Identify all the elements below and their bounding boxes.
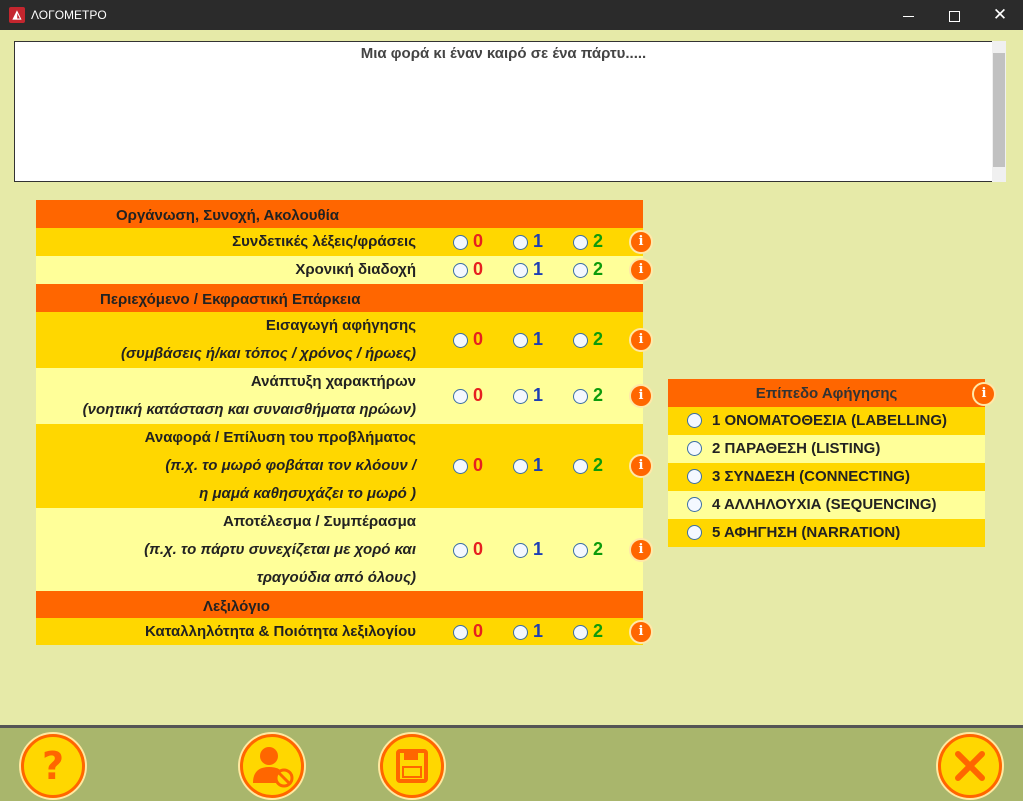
info-icon[interactable]: i bbox=[629, 620, 653, 644]
score-option-1[interactable] bbox=[513, 232, 553, 252]
score-option-2[interactable] bbox=[573, 386, 613, 406]
section-header bbox=[36, 200, 643, 228]
score-radio[interactable] bbox=[453, 235, 468, 250]
score-option-0[interactable] bbox=[453, 386, 493, 406]
score-option-2[interactable] bbox=[573, 330, 613, 350]
score-option-0[interactable] bbox=[453, 540, 493, 560]
criterion-description: (π.χ. το μωρό φοβάται τον κλόουν / bbox=[165, 457, 416, 474]
section-header bbox=[36, 591, 643, 618]
score-option-2[interactable] bbox=[573, 622, 613, 642]
score-option-1[interactable] bbox=[513, 386, 553, 406]
narrative-level-radio[interactable] bbox=[687, 441, 702, 456]
narrative-level-option[interactable] bbox=[668, 463, 985, 491]
criterion-label bbox=[145, 424, 416, 508]
score-radio[interactable] bbox=[453, 263, 468, 278]
criterion-title: Καταλληλότητα & Ποιότητα λεξιλογίου bbox=[145, 623, 416, 640]
save-icon bbox=[383, 737, 441, 795]
score-value: 2 bbox=[593, 329, 604, 349]
narrative-level-header bbox=[668, 379, 985, 407]
scrollbar-thumb[interactable] bbox=[993, 53, 1005, 167]
user-delete-button[interactable] bbox=[240, 734, 304, 798]
minimize-button[interactable] bbox=[885, 0, 931, 30]
section-header-label: Περιεχόμενο / Εκφραστική Επάρκεια bbox=[100, 291, 361, 308]
criterion-title: Χρονική διαδοχή bbox=[295, 261, 416, 278]
story-scrollbar[interactable] bbox=[992, 41, 1006, 182]
info-icon[interactable]: i bbox=[629, 454, 653, 478]
narrative-level-option[interactable] bbox=[668, 435, 985, 463]
narrative-level-label: 5 ΑΦΗΓΗΣΗ (NARRATION) bbox=[712, 524, 901, 541]
section-header-label: Οργάνωση, Συνοχή, Ακολουθία bbox=[116, 207, 339, 224]
criterion-description: τραγούδια από όλους) bbox=[256, 569, 416, 586]
score-value: 2 bbox=[593, 259, 604, 279]
score-option-1[interactable] bbox=[513, 540, 553, 560]
score-option-2[interactable] bbox=[573, 456, 613, 476]
criterion-description: (συμβάσεις ή/και τόπος / χρόνος / ήρωες) bbox=[121, 345, 416, 362]
score-radio[interactable] bbox=[573, 459, 588, 474]
title-bar bbox=[0, 0, 1023, 30]
criterion-label bbox=[232, 228, 416, 256]
criterion-label bbox=[145, 618, 416, 646]
score-value: 0 bbox=[473, 455, 484, 475]
criterion-title: Συνδετικές λέξεις/φράσεις bbox=[232, 233, 416, 250]
score-option-0[interactable] bbox=[453, 456, 493, 476]
narrative-level-radio[interactable] bbox=[687, 469, 702, 484]
criterion-description: η μαμά καθησυχάζει το μωρό ) bbox=[199, 485, 416, 502]
score-radio[interactable] bbox=[453, 543, 468, 558]
score-value: 0 bbox=[473, 231, 484, 251]
score-radio[interactable] bbox=[573, 333, 588, 348]
criterion-label bbox=[83, 368, 416, 424]
svg-text:?: ? bbox=[41, 744, 65, 788]
score-value: 0 bbox=[473, 385, 484, 405]
story-text: Μια φορά κι έναν καιρό σε ένα πάρτυ..... bbox=[360, 45, 647, 62]
score-value: 0 bbox=[473, 620, 484, 641]
info-icon[interactable]: i bbox=[972, 382, 996, 406]
narrative-level-option[interactable] bbox=[668, 519, 985, 547]
narrative-level-option[interactable] bbox=[668, 491, 985, 519]
score-radio[interactable] bbox=[513, 389, 528, 404]
criterion-description: (νοητική κατάσταση και συναισθήματα ηρώων) bbox=[82, 401, 416, 418]
score-radio[interactable] bbox=[573, 543, 588, 558]
narrative-level-option[interactable] bbox=[668, 407, 985, 435]
score-radio[interactable] bbox=[453, 389, 468, 404]
section-header-label: Λεξιλόγιο bbox=[203, 598, 270, 615]
narrative-level-radio[interactable] bbox=[687, 413, 702, 428]
narrative-level-label: 2 ΠΑΡΑΘΕΣΗ (LISTING) bbox=[712, 440, 881, 457]
criterion-description: (π.χ. το πάρτυ συνεχίζεται με χορό και bbox=[144, 541, 416, 558]
info-icon[interactable]: i bbox=[629, 230, 653, 254]
score-option-1[interactable] bbox=[513, 622, 553, 642]
score-value: 2 bbox=[593, 455, 604, 475]
narrative-level-radio[interactable] bbox=[687, 497, 702, 512]
info-icon[interactable]: i bbox=[629, 258, 653, 282]
score-radio[interactable] bbox=[513, 543, 528, 558]
info-icon[interactable]: i bbox=[629, 328, 653, 352]
score-radio[interactable] bbox=[573, 625, 588, 640]
score-radio[interactable] bbox=[453, 625, 468, 640]
score-value: 1 bbox=[533, 329, 544, 349]
score-radio[interactable] bbox=[513, 235, 528, 250]
help-icon bbox=[24, 737, 82, 795]
info-icon[interactable]: i bbox=[629, 538, 653, 562]
maximize-icon bbox=[949, 11, 960, 22]
score-value: 2 bbox=[593, 385, 604, 405]
user-delete-icon bbox=[243, 737, 301, 795]
close-icon bbox=[941, 737, 999, 795]
narrative-level-label: 4 ΑΛΛΗΛΟΥΧΙΑ (SEQUENCING) bbox=[712, 496, 937, 513]
score-value: 2 bbox=[593, 231, 604, 251]
score-radio[interactable] bbox=[513, 459, 528, 474]
narrative-level-label: 3 ΣΥΝΔΕΣΗ (CONNECTING) bbox=[712, 468, 910, 485]
score-value: 1 bbox=[533, 259, 544, 279]
criterion-label bbox=[144, 508, 416, 592]
criterion-title: Αναφορά / Επίλυση του προβλήματος bbox=[144, 429, 416, 446]
app-icon: ◭ bbox=[9, 7, 25, 23]
score-option-1[interactable] bbox=[513, 260, 553, 280]
score-value: 1 bbox=[533, 231, 544, 251]
maximize-button[interactable] bbox=[931, 0, 977, 30]
minimize-icon bbox=[903, 16, 914, 17]
help-button[interactable] bbox=[21, 734, 85, 798]
narrative-level-radio[interactable] bbox=[687, 525, 702, 540]
score-radio[interactable] bbox=[573, 235, 588, 250]
score-option-1[interactable] bbox=[513, 456, 553, 476]
score-value: 0 bbox=[473, 539, 484, 559]
section-header bbox=[36, 284, 643, 312]
score-radio[interactable] bbox=[513, 263, 528, 278]
criterion-label bbox=[295, 256, 416, 284]
score-option-0[interactable] bbox=[453, 330, 493, 350]
criterion-label bbox=[121, 312, 416, 368]
criterion-title: Ανάπτυξη χαρακτήρων bbox=[250, 373, 416, 390]
narrative-level-label: 1 ΟΝΟΜΑΤΟΘΕΣΙΑ (LABELLING) bbox=[712, 412, 947, 429]
score-value: 2 bbox=[593, 620, 604, 641]
score-radio[interactable] bbox=[513, 333, 528, 348]
narrative-level-title: Επίπεδο Αφήγησης bbox=[755, 385, 898, 402]
score-option-0[interactable] bbox=[453, 232, 493, 252]
close-icon: ✕ bbox=[992, 5, 1008, 24]
score-option-2[interactable] bbox=[573, 260, 613, 280]
score-value: 1 bbox=[533, 620, 544, 641]
score-option-0[interactable] bbox=[453, 260, 493, 280]
score-radio[interactable] bbox=[453, 459, 468, 474]
score-value: 1 bbox=[533, 539, 544, 559]
info-icon[interactable]: i bbox=[629, 384, 653, 408]
score-value: 1 bbox=[533, 455, 544, 475]
score-radio[interactable] bbox=[573, 263, 588, 278]
score-value: 0 bbox=[473, 329, 484, 349]
score-option-2[interactable] bbox=[573, 232, 613, 252]
window-close-button[interactable] bbox=[977, 0, 1023, 30]
score-option-2[interactable] bbox=[573, 540, 613, 560]
criterion-title: Εισαγωγή αφήγησης bbox=[265, 317, 416, 334]
footer-toolbar bbox=[0, 725, 1023, 801]
score-option-1[interactable] bbox=[513, 330, 553, 350]
window-title: ΛΟΓΟΜΕΤΡΟ bbox=[31, 8, 107, 22]
score-radio[interactable] bbox=[573, 389, 588, 404]
criterion-title: Αποτέλεσμα / Συμπέρασμα bbox=[222, 513, 416, 530]
score-option-0[interactable] bbox=[453, 622, 493, 642]
score-value: 1 bbox=[533, 385, 544, 405]
story-textarea[interactable] bbox=[14, 41, 993, 182]
score-value: 0 bbox=[473, 259, 484, 279]
close-button[interactable] bbox=[938, 734, 1002, 798]
save-button[interactable] bbox=[380, 734, 444, 798]
score-value: 2 bbox=[593, 539, 604, 559]
score-radio[interactable] bbox=[513, 625, 528, 640]
score-radio[interactable] bbox=[453, 333, 468, 348]
